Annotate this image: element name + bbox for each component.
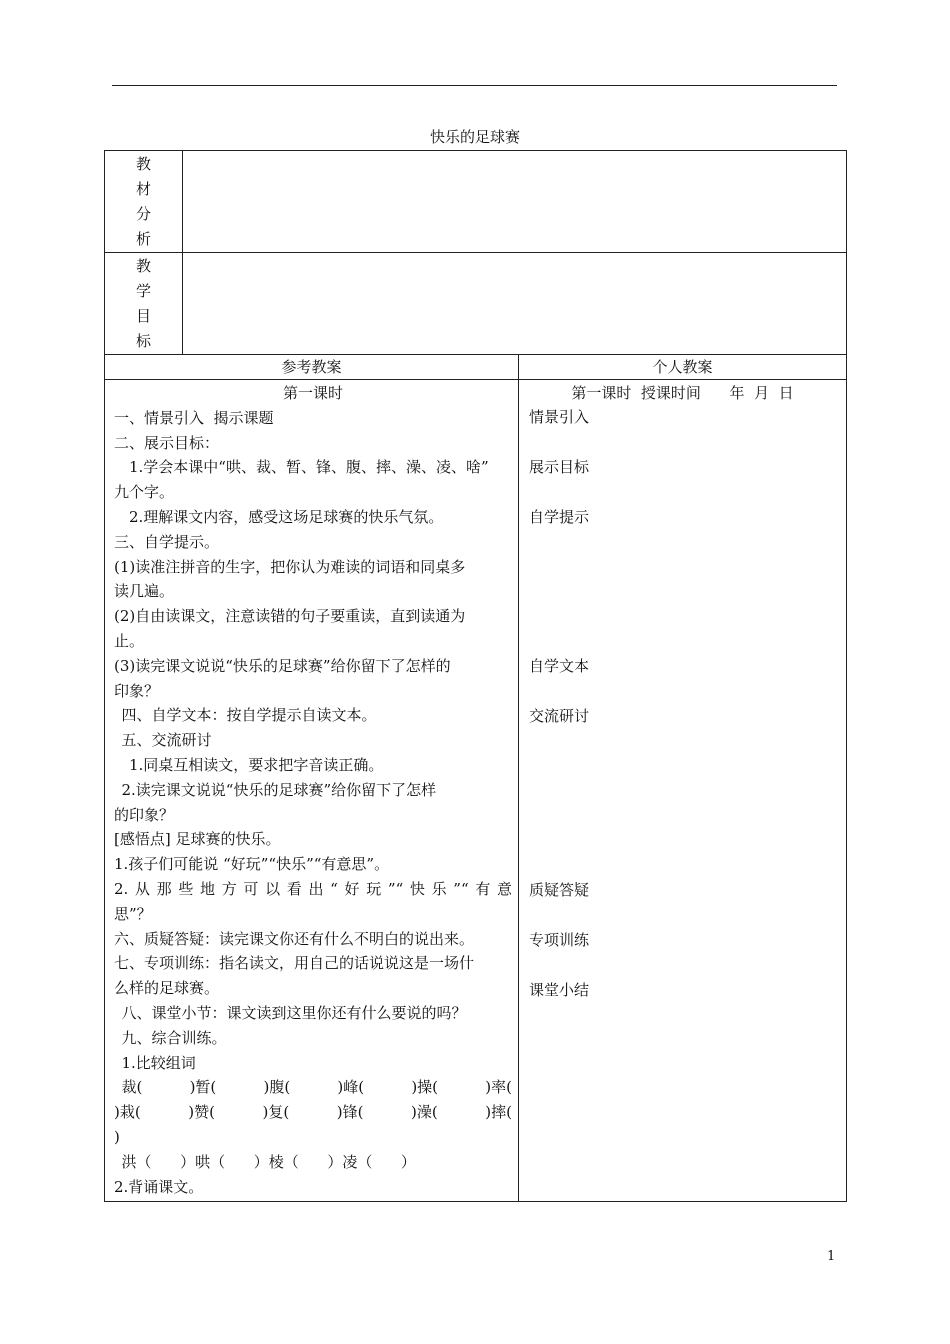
- personal-item-training: 专项训练: [529, 931, 590, 949]
- personal-plan-content: [519, 380, 847, 1202]
- section-2: 二、展示目标：: [114, 433, 220, 452]
- exercise-row-1: 裁( )暂( )腹( )峰( )操( )率(: [121, 1078, 512, 1097]
- materials-label: 教 材 分 析: [105, 151, 183, 253]
- goals-content: [183, 253, 847, 355]
- section-4: 四、自学文本：按自学提示自读文本。: [121, 706, 377, 725]
- page-number: 1: [827, 1249, 836, 1264]
- section-8: 八、课堂小节：课文读到这里你还有什么要说的吗？: [121, 1003, 467, 1022]
- reference-plan-content: [105, 380, 519, 1202]
- personal-plan-header: 个人教案: [519, 355, 847, 380]
- materials-content: [183, 151, 847, 253]
- exercise-2: 2.背诵课文。: [114, 1177, 204, 1196]
- goals-row: [105, 253, 847, 355]
- section-5: 五、交流研讨: [121, 731, 212, 750]
- section-7: 七、专项训练：指名读文，用自己的话说说这是一场什: [114, 954, 475, 973]
- lesson-heading: 第一课时: [282, 384, 343, 402]
- page-title: 快乐的足球赛: [429, 128, 520, 146]
- section-7-cont: 么样的足球赛。: [114, 979, 220, 998]
- section-9: 九、综合训练。: [121, 1028, 227, 1047]
- exercise-row-3: 洪（ ）哄（ ）棱（ ）凌（ ）: [121, 1152, 416, 1171]
- content-row: [105, 380, 847, 1202]
- goals-label: 教 学 目 标: [105, 253, 183, 355]
- hint-1: (1)读准注拼音的生字，把你认为难读的词语和同桌多: [114, 557, 466, 576]
- section-6: 六、质疑答疑：读完课文你还有什么不明白的说出来。: [114, 929, 475, 948]
- personal-item-hints: 自学提示: [529, 508, 590, 526]
- exercise-1-title: 1.比较组词: [121, 1053, 196, 1072]
- hint-2: (2)自由读课文，注意读错的句子要重读，直到读通为: [114, 607, 466, 626]
- materials-row: [105, 151, 847, 253]
- reference-plan-header: 参考教案: [105, 355, 519, 380]
- insight-1: 1.孩子们可能说 “好玩”“快乐”“有意思”。: [114, 855, 390, 874]
- personal-item-self-study: 自学文本: [529, 657, 590, 675]
- exercise-row-2: )栽( )赞( )复( )锋( )澡( )摔(: [114, 1103, 512, 1122]
- header-rule: [112, 85, 837, 86]
- lesson-plan-table: [104, 150, 847, 1202]
- personal-item-goals: 展示目标: [529, 458, 590, 476]
- discussion-2: 2.读完课文说说“快乐的足球赛”给你留下了怎样: [121, 780, 437, 799]
- personal-item-summary: 课堂小结: [529, 981, 590, 999]
- section-3: 三、自学提示。: [114, 532, 220, 551]
- hint-1-cont: 读几遍。: [114, 582, 175, 601]
- discussion-2-cont: 的印象？: [114, 805, 175, 824]
- goal-1: 1.学会本课中“哄、裁、暂、锋、腹、摔、澡、凌、啥”: [129, 458, 489, 477]
- hint-3-cont: 印象？: [114, 681, 160, 700]
- insight-point: [感悟点] 足球赛的快乐。: [114, 830, 281, 849]
- hint-2-cont: 止。: [114, 631, 145, 650]
- goal-2: 2.理解课文内容，感受这场足球赛的快乐气氛。: [129, 507, 444, 526]
- column-header-row: [105, 355, 847, 380]
- section-1: 一、情景引入 揭示课题: [114, 408, 274, 427]
- personal-item-discussion: 交流研讨: [529, 707, 590, 725]
- insight-2: 2.从那些地方可以看出“好玩”“快乐”“有意: [114, 879, 512, 898]
- goal-1-cont: 九个字。: [114, 483, 175, 502]
- personal-item-intro: 情景引入: [529, 408, 590, 426]
- insight-2-cont: 思”？: [114, 904, 152, 923]
- discussion-1: 1.同桌互相读文，要求把字音读正确。: [129, 755, 384, 774]
- personal-item-qa: 质疑答疑: [529, 881, 590, 899]
- exercise-row-2-tail: ): [114, 1127, 120, 1146]
- hint-3: (3)读完课文说说“快乐的足球赛”给你留下了怎样的: [114, 656, 451, 675]
- personal-lesson-header: 第一课时 授课时间 年 月 日: [571, 384, 794, 402]
